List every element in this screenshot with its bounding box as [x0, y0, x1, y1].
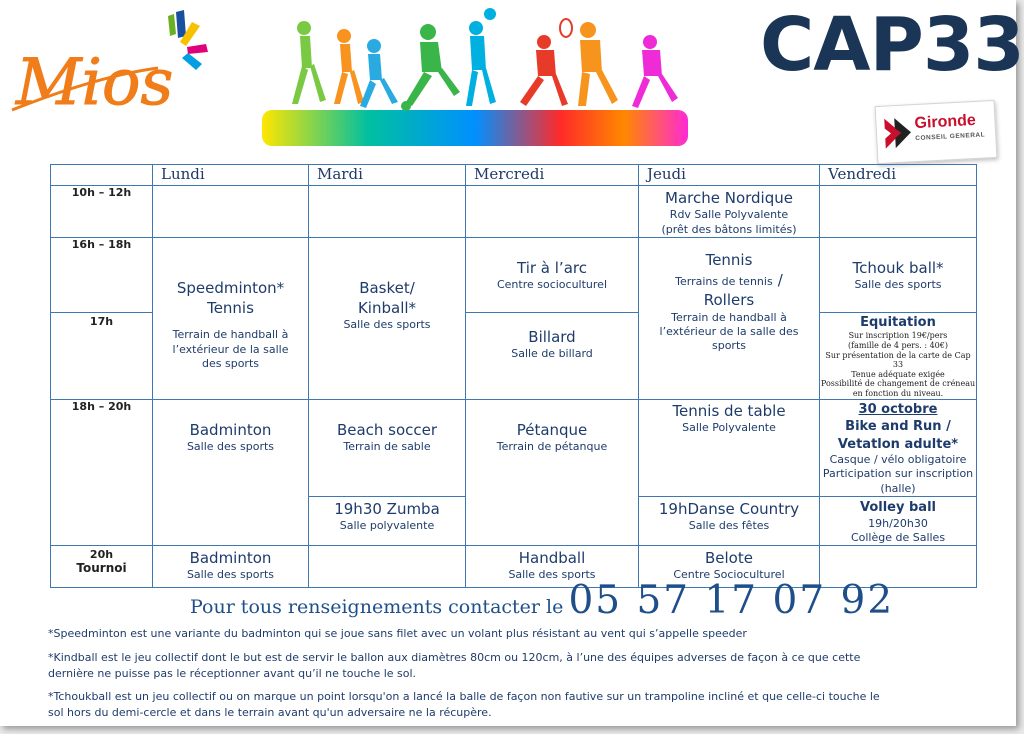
- contact-phone: 05 57 17 07 92: [568, 578, 895, 623]
- tennis-line: [639, 270, 819, 290]
- cell-mardi-10h: [309, 186, 466, 238]
- badminton-title: Badminton: [189, 420, 272, 439]
- belote-location: Centre Socioculturel: [673, 568, 785, 582]
- rollers-title: Rollers: [703, 291, 755, 310]
- cell-vendredi-19h: [820, 497, 977, 546]
- tennis-title: Tennis: [705, 250, 753, 269]
- badminton-tournoi-title: Badminton: [189, 549, 272, 568]
- equitation-price: Sur inscription 19€/pers: [848, 331, 948, 341]
- cell-mercredi-17h: [466, 312, 639, 399]
- cell-lundi-10h: [153, 186, 309, 238]
- equitation-card-note: Sur présentation de la carte de Cap 33: [825, 350, 971, 370]
- time-20h-tournoi: [51, 546, 153, 588]
- billard-title: Billard: [528, 327, 576, 346]
- petanque-title: Pétanque: [516, 420, 588, 439]
- tennis-player-icon: [520, 19, 572, 106]
- equitation-family-price: (famille de 4 pers. : 40€): [848, 340, 948, 350]
- tennis-slash: /: [777, 271, 783, 290]
- zumba-location: Salle polyvalente: [339, 519, 435, 533]
- handball-location: Salle des sports: [508, 568, 596, 582]
- danse-location: Salle des fêtes: [688, 519, 770, 533]
- basket-location: Salle des sports: [343, 318, 431, 332]
- belote-title: Belote: [705, 549, 753, 568]
- billard-location: Salle de billard: [511, 347, 593, 361]
- bike-run-title: Bike and Run /: [845, 419, 951, 435]
- cell-lundi-18h: [153, 399, 309, 546]
- contact-line: [190, 578, 894, 623]
- vetatlon-title: Vetatlon adulte*: [837, 436, 959, 452]
- tennis-table-title: Tennis de table: [672, 401, 786, 420]
- petanque-location: Terrain de pétanque: [496, 439, 608, 453]
- badminton-tournoi-location: Salle des sports: [186, 568, 275, 582]
- cell-mercredi-10h: [466, 186, 639, 238]
- speedminton-location: Terrain de handball à l’extérieur de la salle des sports: [172, 328, 289, 370]
- cell-mercredi-16h: [466, 237, 639, 312]
- time-16h-18h: 16h – 18h: [51, 237, 153, 312]
- danse-title: 19hDanse Country: [658, 500, 800, 519]
- corner-cell: [51, 165, 153, 186]
- cell-mardi-16h: [309, 237, 466, 399]
- cell-mardi-18h: [309, 399, 466, 497]
- handball-title: Handball: [518, 549, 586, 568]
- day-header-mardi: Mardi: [309, 165, 466, 186]
- row-16h: [51, 237, 977, 312]
- kinball-title: Kinball*: [357, 299, 417, 318]
- day-header-vendredi: Vendredi: [820, 165, 977, 186]
- volleyball-player-icon: [466, 8, 496, 106]
- equitation-title: Equitation: [860, 314, 936, 330]
- contact-text: Pour tous renseignements contacter le: [190, 596, 564, 618]
- row-18h: [51, 399, 977, 497]
- bike-run-date: 30 octobre: [858, 401, 938, 417]
- golfer-icon: [578, 22, 618, 106]
- cell-vendredi-18h: [820, 399, 977, 497]
- cap33-title: CAP33: [760, 2, 1024, 88]
- gironde-name: Gironde: [914, 111, 977, 133]
- row-10h: [51, 186, 977, 238]
- day-header-jeudi: Jeudi: [639, 165, 820, 186]
- time-17h: 17h: [51, 312, 153, 399]
- day-header-lundi: Lundi: [153, 165, 309, 186]
- cell-mercredi-18h: [466, 399, 639, 546]
- cell-jeudi-19h: [639, 497, 820, 546]
- jogger-icon: [360, 39, 398, 108]
- cell-jeudi-10h: [639, 186, 820, 238]
- sports-silhouettes-banner: [262, 6, 690, 152]
- tennis-location: Terrains de tennis: [675, 275, 773, 289]
- beach-soccer-location: Terrain de sable: [343, 439, 431, 453]
- note-kinball: *Kindball est le jeu collectif dont le but est de servir le ballon aux diamètres 80cm ou 120cm, à l’une des équipes adverses de façon à ce que cette dernière ne puisse pas le réceptionner avant qu’il ne touche le sol.: [48, 651, 861, 680]
- speedminton-title: Speedminton*: [176, 278, 285, 297]
- cell-vendredi-16h: [820, 237, 977, 312]
- tennis-table-location: Salle Polyvalente: [682, 420, 776, 434]
- marche-nordique-note: (prêt des bâtons limités): [661, 222, 797, 236]
- day-header-mercredi: Mercredi: [466, 165, 639, 186]
- cell-vendredi-17h: [820, 312, 977, 399]
- mios-logo-text: Mios: [16, 46, 174, 120]
- volley-title: Volley ball: [859, 500, 936, 516]
- header-row: [51, 165, 977, 186]
- cell-jeudi-16h: [639, 237, 820, 399]
- equitation-level-note: Possibilité de changement de créneau en fonction du niveau.: [820, 379, 976, 398]
- volley-time: 19h/20h30: [868, 516, 928, 530]
- mios-sunburst-icon: [168, 10, 208, 70]
- note-tchoukball: *Tchoukball est un jeu collectif ou on marque un point lorsqu'on a lancé la balle de façon non fautive sur un trampoline incliné et que celle-ci touche le sol hors du demi-cercle et dans le terrain avant qu'un adversaire ne la récupère.: [48, 690, 880, 719]
- runner-icon: [292, 21, 326, 104]
- cell-vendredi-10h: [820, 186, 977, 238]
- bike-run-equipment: Casque / vélo obligatoire: [829, 453, 967, 467]
- rollers-location: Terrain de handball à l’extérieur de la salle des sports: [659, 310, 799, 353]
- equitation-dress-note: Tenue adéquate exigée: [851, 369, 945, 379]
- badminton-player-icon: [632, 35, 678, 108]
- note-speedminton: *Speedminton est une variante du badminton qui se joue sans filet avec un volant plus résistant au vent qui s’appelle speeder: [48, 627, 747, 640]
- zumba-title: 19h30 Zumba: [334, 500, 440, 519]
- time-10h-12h: 10h – 12h: [51, 186, 153, 238]
- rainbow-bar: [262, 110, 688, 146]
- cell-jeudi-18h: [639, 399, 820, 497]
- tir-arc-location: Centre socioculturel: [496, 278, 608, 292]
- gironde-chevron-icon: [882, 115, 914, 151]
- bike-run-registration: Participation sur inscription (halle): [822, 467, 974, 495]
- marche-nordique-title: Marche Nordique: [665, 189, 793, 207]
- badminton-location: Salle des sports: [186, 439, 275, 453]
- basket-title: Basket/: [359, 278, 415, 297]
- skier-icon: [334, 29, 364, 104]
- tchouk-title: Tchouk ball*: [852, 258, 944, 277]
- tir-arc-title: Tir à l’arc: [517, 258, 587, 277]
- schedule-table: [50, 164, 977, 588]
- marche-nordique-location: Rdv Salle Polyvalente: [669, 208, 789, 222]
- cell-mardi-19h30: [309, 497, 466, 546]
- mios-logo: [8, 6, 213, 122]
- speedminton-tennis-title: Tennis: [207, 299, 254, 318]
- cell-lundi-16h: [153, 237, 309, 399]
- beach-soccer-title: Beach soccer: [336, 420, 438, 439]
- time-tournoi: Tournoi: [76, 561, 127, 576]
- gironde-logo: [875, 100, 998, 164]
- soccer-player-icon: [401, 24, 460, 111]
- time-20h: 20h: [89, 548, 114, 562]
- tchouk-location: Salle des sports: [854, 278, 942, 292]
- time-18h-20h: 18h – 20h: [51, 399, 153, 546]
- volley-location: Collège de Salles: [850, 530, 946, 544]
- gironde-subtitle: CONSEIL GENERAL: [915, 131, 986, 143]
